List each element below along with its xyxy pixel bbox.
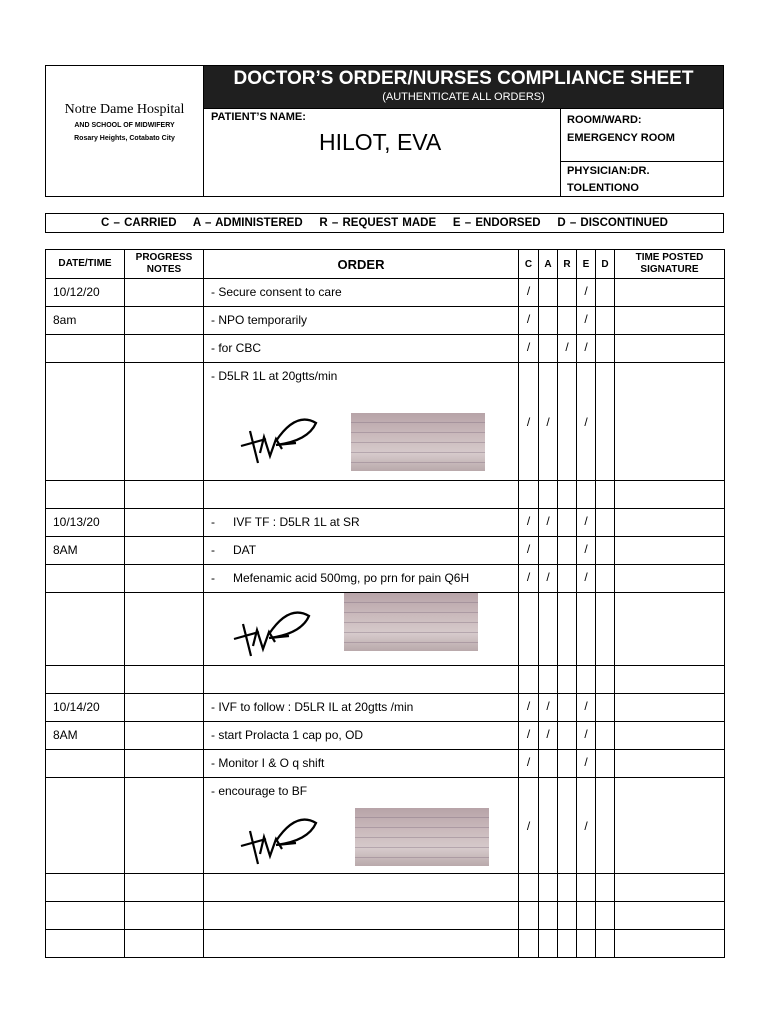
row-d (596, 481, 615, 509)
row-order-with-signature (204, 363, 519, 481)
status-legend: C – CARRIED A – ADMINISTERED R – REQUEST MADE E – ENDORSED D – DISCONTINUED (45, 213, 724, 233)
row-progress (125, 694, 204, 722)
signature-image (229, 599, 319, 661)
row-progress (125, 363, 204, 481)
physician-name: TOLENTIONO (567, 182, 639, 194)
row-order: IVF TF : D5LR 1L at SR (233, 515, 360, 529)
row-r (558, 363, 577, 481)
hospital-block (46, 66, 204, 196)
row-time (615, 363, 725, 481)
table-row (46, 279, 725, 307)
physician-label: PHYSICIAN:DR. (567, 165, 650, 177)
stamp-image (355, 808, 489, 866)
row-progress (125, 778, 204, 874)
row-a (539, 666, 558, 694)
row-date: 8am (46, 307, 125, 335)
table-row (46, 694, 725, 722)
row-progress (125, 750, 204, 778)
row-progress (125, 335, 204, 363)
row-order (204, 902, 519, 930)
row-r (558, 722, 577, 750)
signature-image (236, 401, 326, 471)
row-e: / (577, 778, 596, 874)
row-date (46, 778, 125, 874)
table-row (46, 722, 725, 750)
row-time (615, 537, 725, 565)
row-r (558, 509, 577, 537)
row-e: / (577, 279, 596, 307)
table-row (46, 565, 725, 593)
row-c: / (519, 778, 539, 874)
row-c: / (519, 537, 539, 565)
row-d (596, 750, 615, 778)
col-r: R (558, 250, 577, 279)
table-row (46, 750, 725, 778)
row-d (596, 565, 615, 593)
col-d: D (596, 250, 615, 279)
row-a: / (539, 694, 558, 722)
row-a (539, 902, 558, 930)
row-a (539, 481, 558, 509)
patient-block (204, 108, 560, 196)
row-e: / (577, 307, 596, 335)
row-time (615, 666, 725, 694)
row-r (558, 694, 577, 722)
row-progress (125, 874, 204, 902)
row-a (539, 930, 558, 958)
row-e (577, 902, 596, 930)
row-order-dash: - (211, 543, 215, 557)
sheet-header (45, 65, 724, 197)
row-date (46, 565, 125, 593)
patient-name-label: PATIENT’S NAME: (211, 111, 306, 123)
row-date: 8AM (46, 722, 125, 750)
row-order-dash: - (211, 515, 215, 529)
row-a (539, 778, 558, 874)
row-e: / (577, 509, 596, 537)
stamp-image (344, 593, 478, 651)
row-order (204, 481, 519, 509)
row-date: 10/12/20 (46, 279, 125, 307)
row-d (596, 593, 615, 666)
row-e (577, 481, 596, 509)
row-d (596, 930, 615, 958)
row-e (577, 930, 596, 958)
row-e: / (577, 722, 596, 750)
row-r (558, 750, 577, 778)
row-c (519, 666, 539, 694)
row-a (539, 593, 558, 666)
row-c (519, 874, 539, 902)
row-d (596, 666, 615, 694)
row-order: - D5LR 1L at 20gtts/min (211, 369, 338, 383)
col-a: A (539, 250, 558, 279)
row-a: / (539, 722, 558, 750)
row-order: DAT (233, 543, 257, 557)
row-e (577, 666, 596, 694)
row-order (204, 930, 519, 958)
col-e: E (577, 250, 596, 279)
row-time (615, 335, 725, 363)
row-order-dash: - (211, 571, 215, 585)
row-date (46, 363, 125, 481)
row-c: / (519, 722, 539, 750)
row-d (596, 778, 615, 874)
row-order-cell (204, 509, 519, 537)
row-progress (125, 509, 204, 537)
col-date: DATE/TIME (46, 250, 125, 279)
row-date: 8AM (46, 537, 125, 565)
row-date (46, 335, 125, 363)
room-value: EMERGENCY ROOM (567, 132, 675, 144)
hospital-name: Notre Dame Hospital (64, 102, 185, 117)
row-time (615, 593, 725, 666)
row-progress (125, 481, 204, 509)
row-c: / (519, 307, 539, 335)
title-bar (204, 66, 723, 108)
row-r (558, 666, 577, 694)
table-row (46, 874, 725, 902)
table-row (46, 509, 725, 537)
row-date (46, 902, 125, 930)
row-d (596, 335, 615, 363)
col-progress-notes: PROGRESS NOTES (125, 250, 204, 279)
row-order (204, 666, 519, 694)
row-a (539, 307, 558, 335)
row-progress (125, 565, 204, 593)
row-r (558, 307, 577, 335)
row-time (615, 930, 725, 958)
row-e (577, 874, 596, 902)
row-a (539, 537, 558, 565)
table-row (46, 307, 725, 335)
row-order: Mefenamic acid 500mg, po prn for pain Q6H (233, 571, 470, 585)
row-date (46, 593, 125, 666)
room-label: ROOM/WARD: (567, 114, 642, 126)
row-date (46, 666, 125, 694)
row-time (615, 750, 725, 778)
row-c (519, 593, 539, 666)
row-order: - start Prolacta 1 cap po, OD (204, 722, 519, 750)
table-row (46, 778, 725, 874)
row-a: / (539, 565, 558, 593)
row-progress (125, 930, 204, 958)
row-time (615, 509, 725, 537)
row-progress (125, 666, 204, 694)
row-date (46, 930, 125, 958)
row-r (558, 778, 577, 874)
hospital-subtitle: AND SCHOOL OF MIDWIFERY (74, 122, 175, 129)
col-time-posted: TIME POSTED SIGNATURE (615, 250, 725, 279)
row-d (596, 722, 615, 750)
row-progress (125, 593, 204, 666)
row-c: / (519, 509, 539, 537)
row-order: - Secure consent to care (204, 279, 519, 307)
table-row (46, 481, 725, 509)
table-row (46, 363, 725, 481)
row-c: / (519, 565, 539, 593)
row-order (204, 874, 519, 902)
row-c: / (519, 694, 539, 722)
row-d (596, 363, 615, 481)
signature-area (211, 798, 518, 872)
row-r (558, 874, 577, 902)
row-date (46, 481, 125, 509)
row-d (596, 509, 615, 537)
row-a (539, 335, 558, 363)
stamp-image (351, 413, 485, 471)
row-order: - encourage to BF (211, 784, 308, 798)
row-r (558, 593, 577, 666)
row-order-cell (204, 537, 519, 565)
row-r (558, 481, 577, 509)
physician-block (560, 161, 723, 196)
signature-area (211, 383, 518, 463)
row-e: / (577, 335, 596, 363)
row-time (615, 874, 725, 902)
row-order-with-signature (204, 778, 519, 874)
orders-table (45, 249, 725, 958)
table-row (46, 537, 725, 565)
row-c: / (519, 335, 539, 363)
row-d (596, 694, 615, 722)
row-order: - Monitor I & O q shift (204, 750, 519, 778)
row-e: / (577, 694, 596, 722)
row-e: / (577, 750, 596, 778)
row-progress (125, 722, 204, 750)
sheet-subtitle: (AUTHENTICATE ALL ORDERS) (382, 91, 545, 103)
table-row (46, 593, 725, 666)
row-progress (125, 902, 204, 930)
row-progress (125, 537, 204, 565)
row-time (615, 722, 725, 750)
row-date: 10/14/20 (46, 694, 125, 722)
table-row (46, 902, 725, 930)
table-header (46, 250, 725, 279)
table-row (46, 930, 725, 958)
row-time (615, 307, 725, 335)
row-time (615, 902, 725, 930)
row-c: / (519, 279, 539, 307)
row-order: - IVF to follow : D5LR IL at 20gtts /min (204, 694, 519, 722)
table-row (46, 335, 725, 363)
row-r (558, 565, 577, 593)
row-date (46, 874, 125, 902)
patient-name: HILOT, EVA (319, 129, 442, 155)
row-r (558, 930, 577, 958)
row-e: / (577, 565, 596, 593)
hospital-address: Rosary Heights, Cotabato City (74, 135, 175, 142)
row-time (615, 694, 725, 722)
room-block (560, 108, 723, 161)
row-d (596, 537, 615, 565)
row-r (558, 902, 577, 930)
row-a (539, 279, 558, 307)
row-c (519, 481, 539, 509)
row-time (615, 481, 725, 509)
table-row (46, 666, 725, 694)
row-order: - for CBC (204, 335, 519, 363)
sheet-title: DOCTOR’S ORDER/NURSES COMPLIANCE SHEET (233, 68, 694, 89)
row-time (615, 565, 725, 593)
row-d (596, 902, 615, 930)
row-progress (125, 307, 204, 335)
row-c: / (519, 363, 539, 481)
row-a: / (539, 509, 558, 537)
col-order: ORDER (204, 250, 519, 279)
row-date (46, 750, 125, 778)
row-time (615, 778, 725, 874)
row-order-cell (204, 565, 519, 593)
row-e: / (577, 537, 596, 565)
row-c (519, 902, 539, 930)
signature-area (204, 593, 518, 664)
row-a: / (539, 363, 558, 481)
row-d (596, 279, 615, 307)
row-time (615, 279, 725, 307)
row-r (558, 279, 577, 307)
row-a (539, 874, 558, 902)
row-c (519, 930, 539, 958)
row-date: 10/13/20 (46, 509, 125, 537)
col-c: C (519, 250, 539, 279)
row-d (596, 307, 615, 335)
row-e: / (577, 363, 596, 481)
row-r (558, 537, 577, 565)
row-order: - NPO temporarily (204, 307, 519, 335)
row-order-signature (204, 593, 519, 666)
row-a (539, 750, 558, 778)
row-r: / (558, 335, 577, 363)
signature-image (236, 804, 326, 870)
row-e (577, 593, 596, 666)
row-progress (125, 279, 204, 307)
row-d (596, 874, 615, 902)
row-c: / (519, 750, 539, 778)
